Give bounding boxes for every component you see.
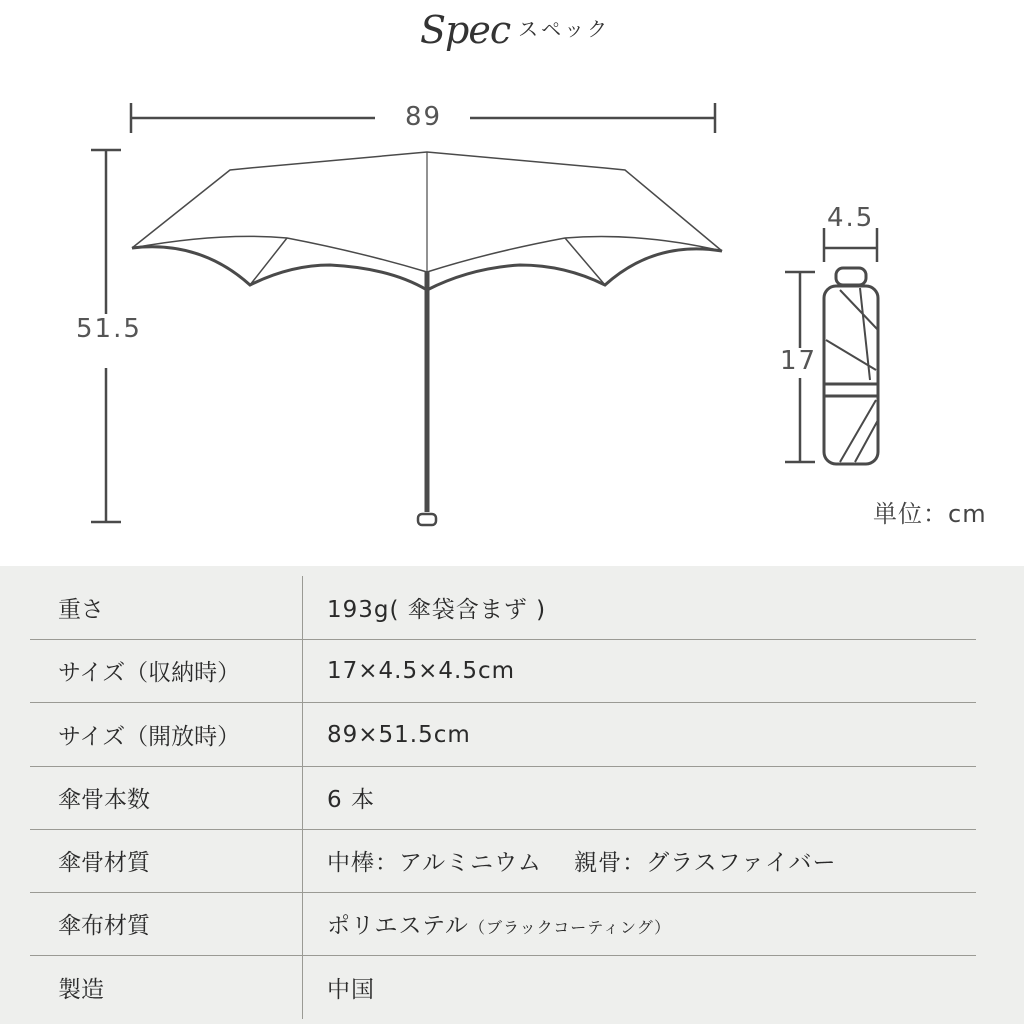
row-value: ポリエステル — [327, 913, 469, 939]
spec-table — [0, 566, 1024, 1024]
umbrella-canopy — [132, 152, 722, 290]
width-closed-label: 4.5 — [827, 203, 875, 233]
row-label: 傘骨材質 — [30, 829, 303, 892]
row-label: サイズ（収納時） — [30, 639, 303, 702]
table-row — [30, 956, 976, 1019]
title-kana: スペック — [518, 17, 611, 41]
row-label: 重さ — [30, 576, 303, 639]
row-value: 6 本 — [327, 787, 375, 813]
table-row — [30, 829, 976, 893]
table-row — [30, 576, 976, 640]
title-script: Spec — [420, 8, 511, 52]
row-value: 193g( 傘袋含まず ) — [327, 597, 547, 623]
row-label: 傘布材質 — [30, 892, 303, 955]
row-label: 製造 — [30, 956, 303, 1019]
row-label: サイズ（開放時） — [30, 703, 303, 766]
closed-umbrella — [824, 268, 878, 464]
table-row — [30, 892, 976, 956]
row-value: 中棒：アルミニウム 親骨：グラスファイバー — [327, 850, 837, 876]
unit-label: 単位：cm — [873, 500, 987, 528]
closed-width-dimension-line — [824, 228, 877, 262]
row-value: 89×51.5cm — [327, 721, 471, 748]
height-closed-label: 17 — [780, 346, 818, 376]
row-label: 傘骨本数 — [30, 766, 303, 829]
height-open-label: 51.5 — [76, 314, 142, 344]
width-open-label: 89 — [405, 102, 443, 132]
table-row — [30, 766, 976, 830]
row-value: 17×4.5×4.5cm — [327, 657, 516, 684]
row-value: 中国 — [327, 977, 375, 1003]
table-row — [30, 703, 976, 767]
row-note: （ブラックコーティング） — [468, 918, 672, 937]
table-row — [30, 639, 976, 703]
umbrella-handle — [418, 514, 436, 525]
row-value-group — [303, 907, 671, 940]
